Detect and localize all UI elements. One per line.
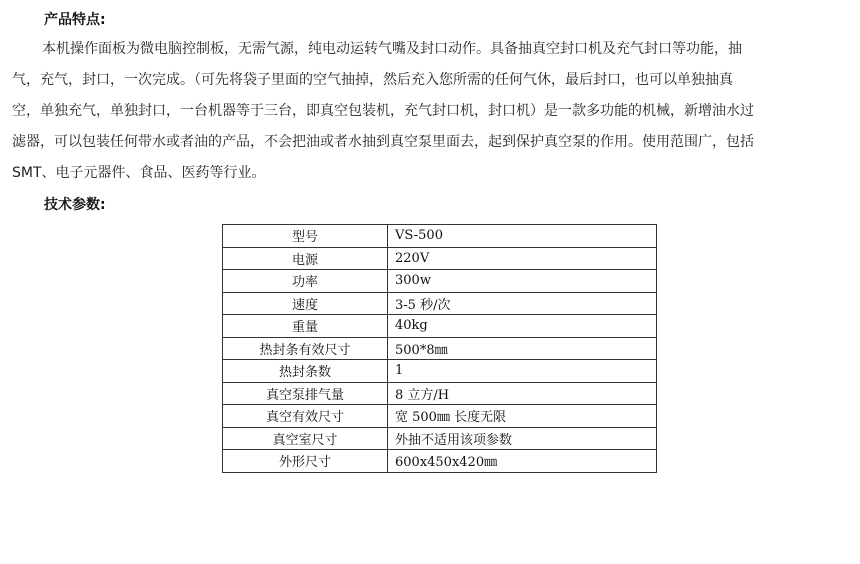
spec-label: 热封条数 [223,360,388,383]
specs-heading: 技术参数: [44,197,106,213]
description-paragraph [12,34,848,189]
spec-value: 300w [388,270,657,293]
features-heading: 产品特点: [44,12,106,28]
table-row [223,360,657,383]
spec-label: 外形尺寸 [223,450,388,473]
spec-value: 外抽不适用该项参数 [388,427,657,450]
spec-label: 真空室尺寸 [223,427,388,450]
spec-label: 功率 [223,270,388,293]
table-row [223,247,657,270]
table-row [223,427,657,450]
spec-label: 热封条有效尺寸 [223,337,388,360]
spec-label: 电源 [223,247,388,270]
description-line: 滤器，可以包装任何带水或者油的产品，不会把油或者水抽到真空泵里面去，起到保护真空泵的作用。使用范围广，包括 [12,134,754,150]
spec-label: 真空泵排气量 [223,382,388,405]
table-row [223,382,657,405]
spec-label: 重量 [223,315,388,338]
spec-value: 220V [388,247,657,270]
spec-value: VS-500 [388,225,657,248]
description-line: 气，充气，封口，一次完成。（可先将袋子里面的空气抽掉，然后充入您所需的任何气休，最后封口，也可以单独抽真 [12,72,733,88]
table-row [223,315,657,338]
spec-value: 3-5 秒/次 [388,292,657,315]
table-row [223,405,657,428]
spec-value: 宽 500㎜ 长度无限 [388,405,657,428]
description-line: 空，单独充气，单独封口，一台机器等于三台，即真空包装机，充气封口机，封口机）是一款多功能的机械，新增油水过 [12,103,754,119]
spec-label: 真空有效尺寸 [223,405,388,428]
spec-value: 8 立方/H [388,382,657,405]
table-row [223,225,657,248]
spec-label: 型号 [223,225,388,248]
spec-value: 600x450x420㎜ [388,450,657,473]
spec-value: 1 [388,360,657,383]
spec-value: 500*8㎜ [388,337,657,360]
specs-table [222,224,657,473]
table-row [223,450,657,473]
spec-label: 速度 [223,292,388,315]
spec-value: 40kg [388,315,657,338]
description-line: 本机操作面板为微电脑控制板，无需气源，纯电动运转气嘴及封口动作。具备抽真空封口机及充气封口等功能，抽 [42,41,742,57]
description-line: SMT、电子元器件、食品、医药等行业。 [12,165,266,181]
table-row [223,292,657,315]
table-row [223,270,657,293]
table-row [223,337,657,360]
